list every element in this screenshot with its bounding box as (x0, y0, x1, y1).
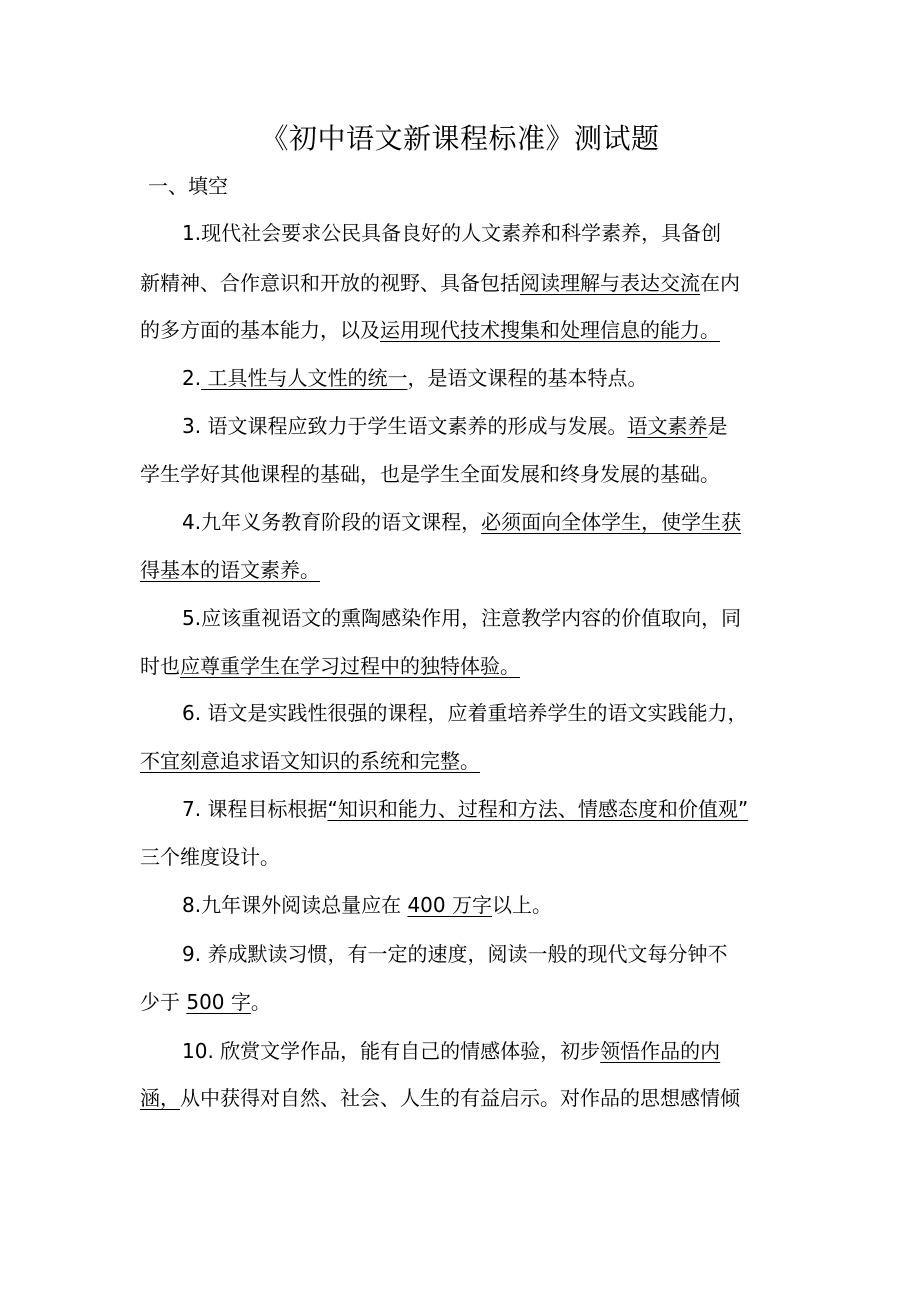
answer-blank: 得基本的语文素养。 (140, 558, 320, 582)
question-text: 课程目标根据 (201, 797, 328, 821)
question-text: 新精神、合作意识和开放的视野、具备包括 (140, 271, 520, 295)
question-6-line-2 (140, 746, 480, 776)
question-text: 三个维度设计。 (140, 845, 280, 869)
question-number: 9. (182, 942, 202, 966)
question-number: 1. (182, 221, 202, 245)
answer-blank: 500 字 (186, 990, 251, 1014)
question-text: 养成默读习惯，有一定的速度，阅读一般的现代文每分钟不 (201, 942, 728, 966)
question-text: 语文课程应致力于学生语文素养的形成与发展。 (201, 414, 628, 438)
question-text: 从中获得对自然、社会、人生的有益启示。对作品的思想感情倾 (180, 1086, 740, 1110)
question-number: 6. (182, 701, 202, 725)
question-text: 九年义务教育阶段的语文课程， (201, 510, 482, 534)
question-text: 应该重视语文的熏陶感染作用，注意教学内容的价值取向，同 (201, 606, 742, 630)
question-text: 以上。 (491, 893, 552, 917)
section-heading: 一、填空 (148, 174, 228, 198)
question-number: 4. (182, 510, 202, 534)
answer-blank: 工具性与人文性的统一 (201, 366, 408, 390)
answer-blank: 语文素养 (627, 414, 708, 438)
question-text: ，是语文课程的基本特点。 (407, 366, 648, 390)
answer-blank: 不宜刻意追求语文知识的系统和完整。 (140, 749, 480, 773)
answer-blank: 涵， (140, 1086, 180, 1110)
question-text: 。 (250, 990, 271, 1014)
question-4-line-2 (140, 555, 320, 585)
question-text: 学生学好其他课程的基础，也是学生全面发展和终身发展的基础。 (140, 462, 720, 486)
question-7-line-2 (140, 842, 280, 872)
question-text: 时也 (140, 654, 180, 678)
question-7-line-1 (182, 794, 748, 824)
question-1-line-3 (140, 315, 720, 345)
question-5-line-2 (140, 651, 520, 681)
question-text: 是 (707, 414, 728, 438)
question-1-line-2 (140, 268, 740, 298)
question-text: 现代社会要求公民具备良好的人文素养和科学素养，具备创 (201, 221, 722, 245)
question-number: 10. (182, 1039, 214, 1063)
question-text: 的多方面的基本能力，以及 (140, 318, 380, 342)
question-number: 8. (182, 893, 202, 917)
answer-blank: 400 万字 (407, 893, 492, 917)
answer-blank: 领悟作品的内 (600, 1039, 721, 1063)
question-4-line-1 (182, 507, 741, 537)
question-text: 语文是实践性很强的课程，应着重培养学生的语文实践能力， (201, 701, 748, 725)
question-5-line-1 (182, 603, 741, 633)
question-1-line-1 (182, 218, 721, 248)
question-number: 2. (182, 366, 202, 390)
question-10-line-1 (182, 1036, 720, 1066)
question-number: 3. (182, 414, 202, 438)
question-3-line-1 (182, 411, 727, 441)
question-8-line-1 (182, 890, 552, 920)
question-number: 7. (182, 797, 202, 821)
question-9-line-2 (140, 987, 271, 1017)
answer-blank: 应尊重学生在学习过程中的独特体验。 (180, 654, 520, 678)
question-3-line-2 (140, 459, 720, 489)
question-6-line-1 (182, 698, 747, 728)
question-text: 在内 (700, 271, 740, 295)
answer-blank: 阅读理解与表达交流 (520, 271, 700, 295)
answer-blank: 必须面向全体学生，使学生获 (481, 510, 742, 534)
answer-blank: 运用现代技术搜集和处理信息的能力。 (380, 318, 720, 342)
question-2-line-1 (182, 363, 647, 393)
question-10-line-2 (140, 1083, 740, 1113)
document-title: 《初中语文新课程标准》测试题 (260, 122, 660, 155)
question-text: 少于 (140, 990, 187, 1014)
answer-blank: “知识和能力、过程和方法、情感态度和价值观” (327, 797, 749, 821)
question-number: 5. (182, 606, 202, 630)
question-9-line-1 (182, 939, 727, 969)
question-text: 九年课外阅读总量应在 (201, 893, 408, 917)
question-text: 欣赏文学作品，能有自己的情感体验，初步 (213, 1039, 601, 1063)
